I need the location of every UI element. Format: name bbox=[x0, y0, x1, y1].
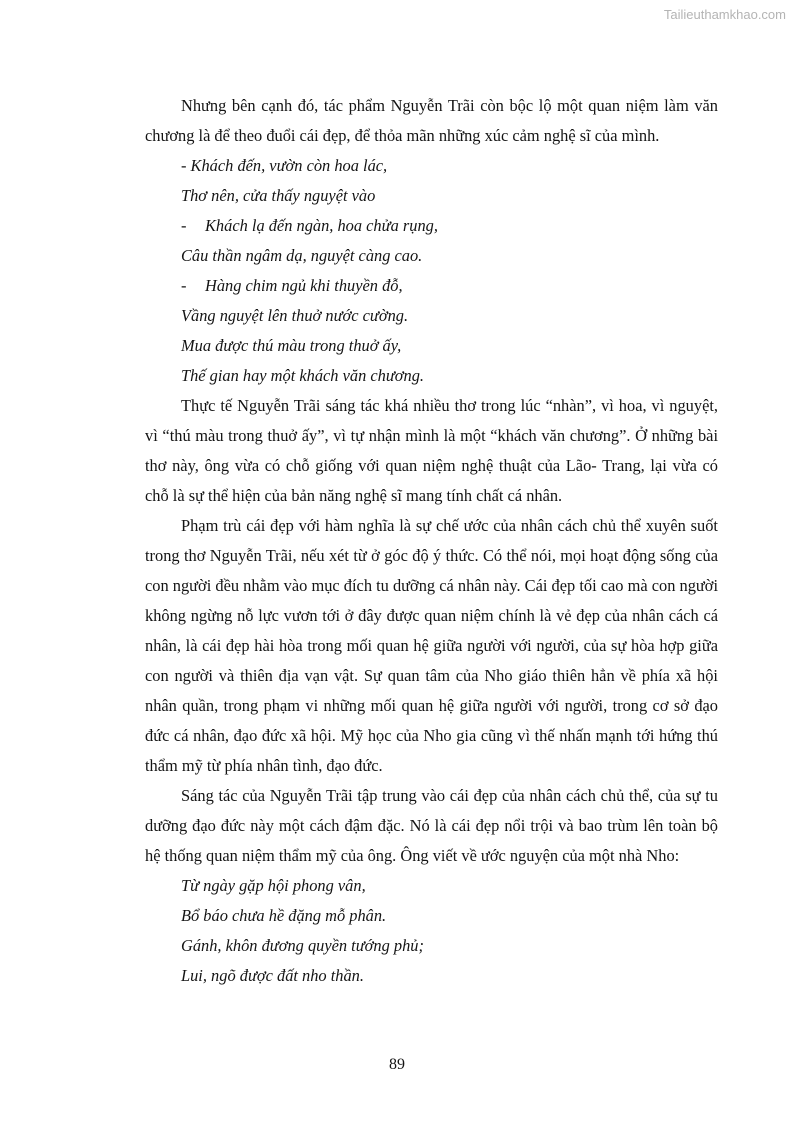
verse-line: Câu thần ngâm dạ, nguyệt càng cao. bbox=[181, 246, 423, 265]
paragraph: Nhưng bên cạnh đó, tác phẩm Nguyễn Trãi còn bộc lộ một quan niệm làm văn chương là để theo đuổi cái đẹp, để thỏa mãn những xúc cảm nghệ sĩ của mình. bbox=[145, 96, 718, 145]
verse-line: - Khách đến, vườn còn hoa lác, bbox=[181, 156, 388, 175]
verse-line: Mua được thú màu trong thuở ấy, bbox=[181, 336, 402, 355]
verse-block bbox=[145, 871, 718, 991]
verse-block bbox=[145, 151, 718, 391]
verse-line bbox=[145, 271, 718, 301]
verse-line bbox=[145, 211, 718, 241]
verse-line: Vầng nguyệt lên thuở nước cường. bbox=[181, 306, 409, 325]
verse-line: Từ ngày gặp hội phong vân, bbox=[181, 876, 366, 895]
verse-text: Hàng chim ngủ khi thuyền đỗ, bbox=[205, 276, 403, 295]
page-body bbox=[145, 91, 718, 991]
verse-line: Gánh, khôn đương quyền tướng phủ; bbox=[181, 936, 424, 955]
verse-line: Thế gian hay một khách văn chương. bbox=[181, 366, 425, 385]
verse-line: Bổ báo chưa hề đặng mỗ phân. bbox=[181, 906, 387, 925]
verse-text: Khách lạ đến ngàn, hoa chửa rụng, bbox=[205, 216, 438, 235]
verse-line: Lui, ngõ được đất nho thần. bbox=[181, 966, 364, 985]
dash-mark: - bbox=[181, 216, 187, 235]
verse-line: Thơ nên, cửa thấy nguyệt vào bbox=[181, 186, 376, 205]
watermark: Tailieuthamkhao.com bbox=[663, 7, 786, 22]
paragraph: Phạm trù cái đẹp với hàm nghĩa là sự chế ước của nhân cách chủ thể xuyên suốt trong thơ Nguyễn Trãi, nếu xét từ ở góc độ ý thức. Có thể nói, mọi hoạt động sống của con người đều nhằm vào mục đích tu dưỡng cá nhân này. Cái đẹp tối cao mà con người không ngừng nỗ lực vươn tới ở đây được quan niệm chính là vẻ đẹp của nhân cách cá nhân, là cái đẹp hài hòa trong mối quan hệ giữa người với người, của sự hòa hợp giữa con người và thiên địa vạn vật. Sự quan tâm của Nho giáo thiên hẳn về phía xã hội nhân quần, trong phạm vi những mối quan hệ giữa người với người, trong cơ sở đạo đức cá nhân, đạo đức xã hội. Mỹ học của Nho gia cũng vì thế nhấn mạnh tới hứng thú thẩm mỹ từ phía nhân tình, đạo đức. bbox=[145, 516, 718, 775]
dash-mark: - bbox=[181, 276, 187, 295]
paragraph: Thực tế Nguyễn Trãi sáng tác khá nhiều thơ trong lúc “nhàn”, vì hoa, vì nguyệt, vì “thú màu trong thuở ấy”, vì tự nhận mình là một “khách văn chương”. Ở những bài thơ này, ông vừa có chỗ giống với quan niệm nghệ thuật của Lão- Trang, lại vừa có chỗ là sự thể hiện của bản năng nghệ sĩ mang tính chất cá nhân. bbox=[145, 396, 718, 505]
page-number: 89 bbox=[389, 1056, 405, 1073]
paragraph: Sáng tác của Nguyễn Trãi tập trung vào cái đẹp của nhân cách chủ thể, của sự tu dưỡng đạo đức này một cách đậm đặc. Nó là cái đẹp nổi trội và bao trùm lên toàn bộ hệ thống quan niệm thẩm mỹ của ông. Ông viết về ước nguyện của một nhà Nho: bbox=[145, 786, 718, 865]
